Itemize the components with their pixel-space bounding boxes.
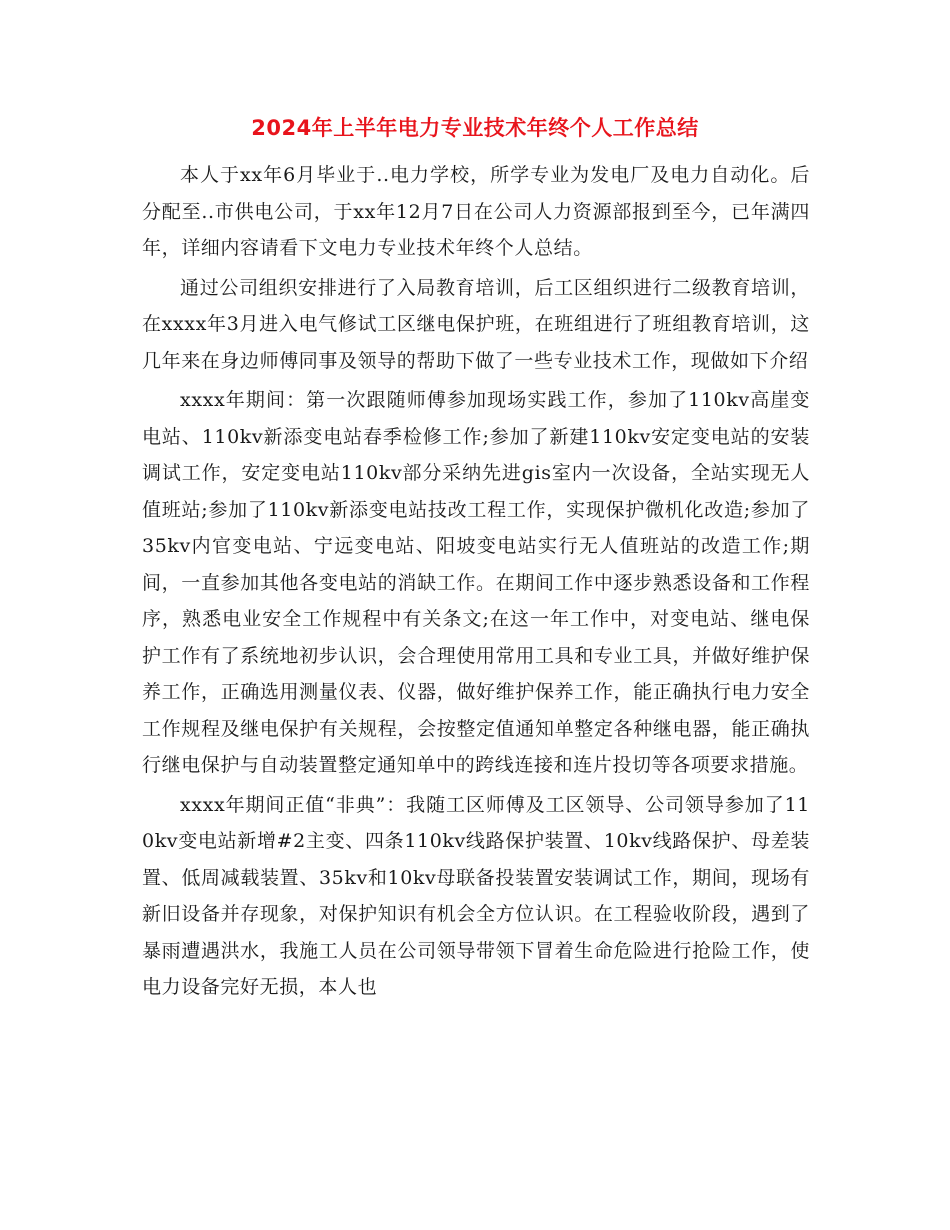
paragraph-intro: 本人于xx年6月毕业于..电力学校，所学专业为发电厂及电力自动化。后分配至..市供电公司，于xx年12月7日在公司人力资源部报到至今，已年满四年，详细内容请看下文电力专业技术年终个人总结。 [142,164,810,259]
paragraph-sars-period: xxxx年期间正值“非典”：我随工区师傅及工区领导、公司领导参加了110kv变电站新增#2主变、四条110kv线路保护装置、10kv线路保护、母差装置、低周减载装置、35kv和10kv母联备投装置安装调试工作，期间，现场有新旧设备并存现象，对保护知识有机会全方位认识。在工程验收阶段，遇到了暴雨遭遇洪水，我施工人员在公司领导带领下冒着生命危险进行抢险工作，使电力设备完好无损，本人也 [142,793,810,998]
paragraph-training: 通过公司组织安排进行了入局教育培训，后工区组织进行二级教育培训，在xxxx年3月进入电气修试工区继电保护班，在班组进行了班组教育培训，这几年来在身边师傅同事及领导的帮助下做了一些专业技术工作，现做如下介绍 [142,276,810,372]
document-title: 2024年上半年电力专业技术年终个人工作总结 [251,116,699,140]
paragraph-first-year: xxxx年期间：第一次跟随师傅参加现场实践工作，参加了110kv高崖变电站、110kv新添变电站春季检修工作;参加了新建110kv安定变电站的安装调试工作，安定变电站110kv部分采纳先进gis室内一次设备，全站实现无人值班站;参加了110kv新添变电站技改工程工作，实现保护微机化改造;参加了35kv内官变电站、宁远变电站、阳坡变电站实行无人值班站的改造工作;期间，一直参加其他各变电站的消缺工作。在期间工作中逐步熟悉设备和工作程序，熟悉电业安全工作规程中有关条文;在这一年工作中，对变电站、继电保护工作有了系统地初步认识，会合理使用常用工具和专业工具，并做好维护保养工作，正确选用测量仪表、仪器，做好维护保养工作，能正确执行电力安全工作规程及继电保护有关规程，会按整定值通知单整定各种继电器，能正确执行继电保护与自动装置整定通知单中的跨线连接和连片投切等各项要求措施。 [142,389,810,776]
document-body [142,157,810,1009]
